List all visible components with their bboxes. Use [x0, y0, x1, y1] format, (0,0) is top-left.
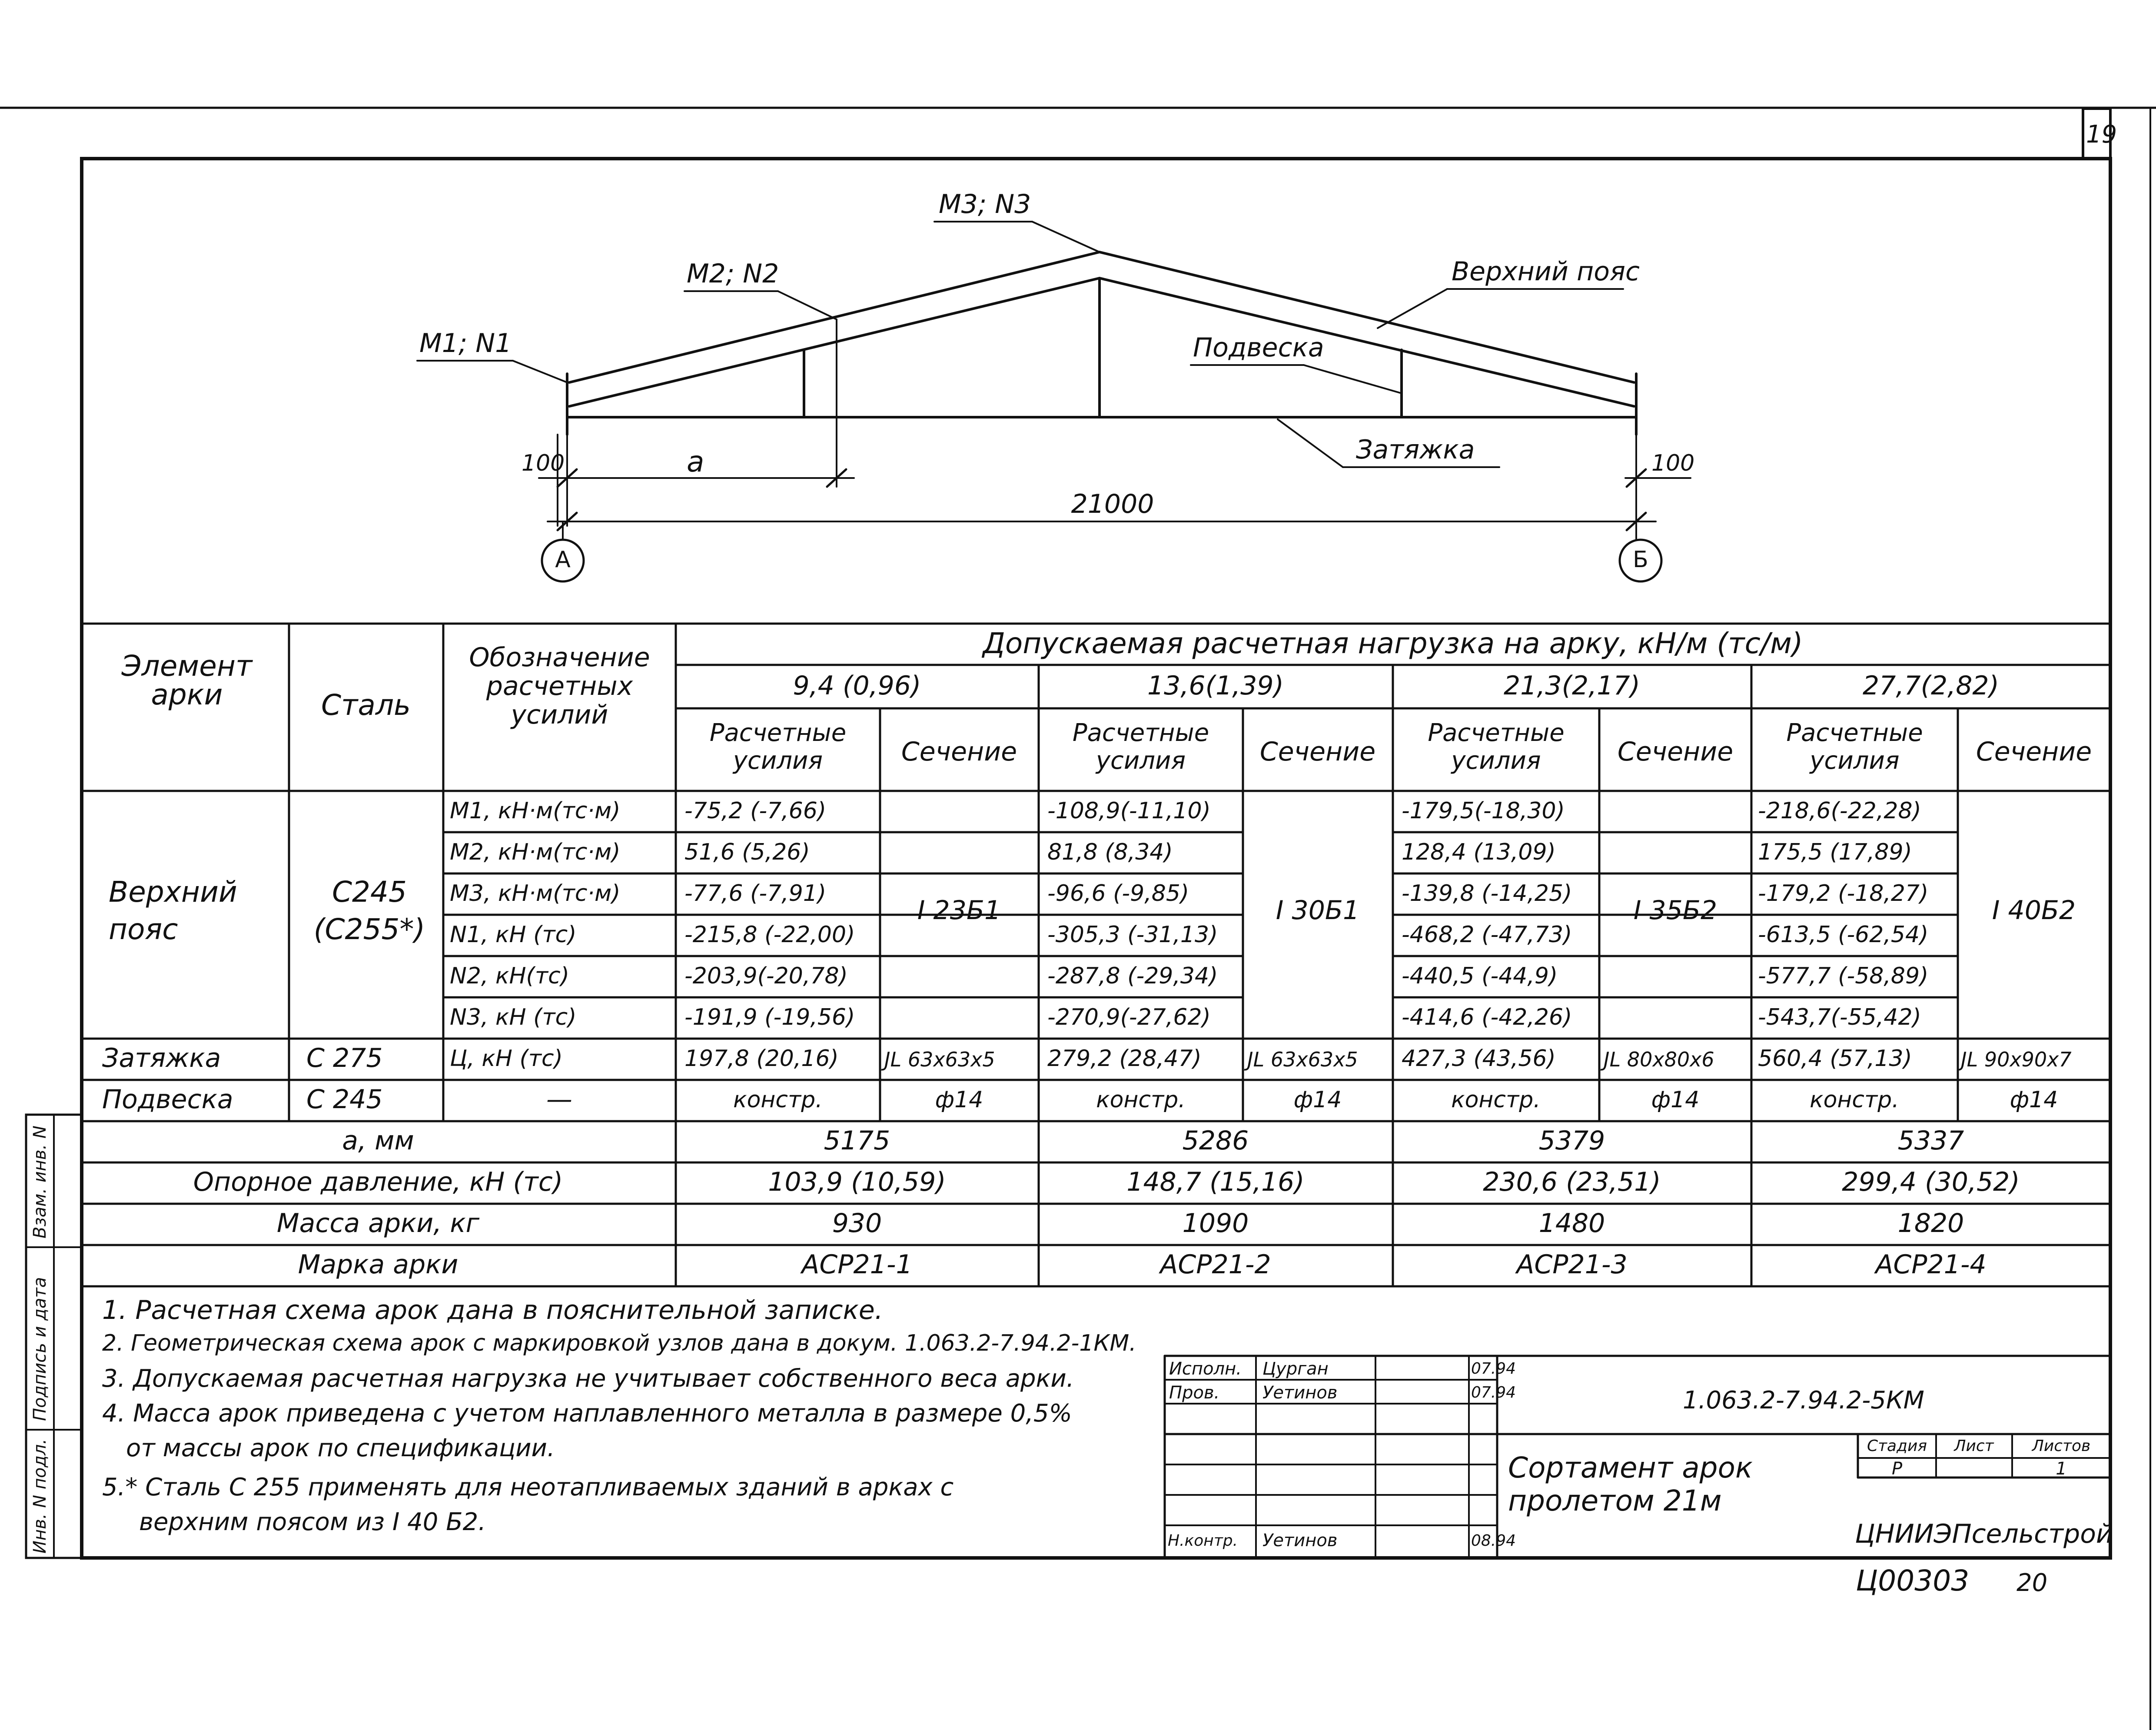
force-c1-n1: -215,8 (-22,00) [684, 922, 855, 948]
axis-label-a: А [555, 547, 571, 573]
force-tie-4: 560,4 (57,13) [1758, 1046, 1912, 1072]
section-tie-2: JL 63x63x5 [1247, 1048, 1358, 1071]
header-section-2: Сечение [1259, 737, 1376, 767]
note-2: 2. Геометрическая схема арок с маркировкой узлов дана в докум. 1.063.2-7.94.2-1КМ. [102, 1330, 1136, 1356]
stamp-name-checked: Уетинов [1262, 1383, 1338, 1403]
header-forces-3: Расчетные усилия [1428, 719, 1565, 775]
stamp-org: ЦНИИЭПсельстрой [1855, 1519, 2113, 1549]
force-c4-n3: -543,7(-55,42) [1758, 1004, 1921, 1030]
force-c2-n3: -270,9(-27,62) [1047, 1004, 1211, 1030]
section-hanger-3: ф14 [1651, 1087, 1700, 1113]
row-mark-2: АСР21-2 [1160, 1249, 1271, 1280]
force-c2-m3: -96,6 (-9,85) [1047, 880, 1189, 907]
designation-n2: N2, кН(тс) [450, 963, 570, 989]
force-c4-m2: 175,5 (17,89) [1758, 839, 1912, 865]
label-upper-chord: Верхний пояс [1452, 256, 1640, 287]
force-hanger-1: констр. [733, 1087, 823, 1113]
header-section-3: Сечение [1617, 737, 1734, 767]
note-3: 3. Допускаемая расчетная нагрузка не учитывает собственного веса арки. [102, 1365, 1074, 1393]
row-a-label: a, мм [342, 1126, 414, 1156]
stamp-name-executor: Цурган [1262, 1359, 1329, 1379]
force-c3-m3: -139,8 (-14,25) [1402, 880, 1572, 907]
force-c4-n2: -577,7 (-58,89) [1758, 963, 1929, 989]
margin-replace-inv: Взам. инв. N [30, 1126, 50, 1239]
force-hanger-3: констр. [1451, 1087, 1541, 1113]
header-element: Элемент арки [121, 649, 252, 711]
force-c2-n2: -287,8 (-29,34) [1047, 963, 1218, 989]
axis-label-b: Б [1633, 547, 1648, 573]
force-c3-n3: -414,6 (-42,26) [1402, 1004, 1572, 1030]
label-m3n3: M3; N3 [939, 189, 1031, 219]
stamp-date-checked: 07.94 [1471, 1384, 1516, 1401]
row-support-1: 103,9 (10,59) [768, 1167, 946, 1197]
load-col-1: 9,4 (0,96) [793, 671, 921, 701]
force-c4-n1: -613,5 (-62,54) [1758, 922, 1929, 948]
steel-tie: С 275 [306, 1043, 383, 1073]
force-tie-1: 197,8 (20,16) [684, 1046, 839, 1072]
force-c3-m1: -179,5(-18,30) [1402, 798, 1565, 824]
force-c1-m1: -75,2 (-7,66) [684, 798, 827, 824]
force-c1-m2: 51,6 (5,26) [684, 839, 810, 865]
stamp-col-sheets: Листов [2032, 1437, 2091, 1455]
designation-m1: M1, кН·м(тс·м) [450, 798, 621, 824]
stamp-date-norm: 08.94 [1471, 1532, 1516, 1550]
steel-upper-chord: С245 (С255*) [313, 875, 425, 946]
section-upper-3: I 35Б2 [1633, 895, 1717, 926]
section-upper-2: I 30Б1 [1276, 895, 1360, 926]
designation-hanger: — [546, 1084, 572, 1115]
stamp-title: Сортамент арок пролетом 21м [1508, 1451, 1753, 1517]
margin-inv-no: Инв. N подл. [30, 1438, 50, 1554]
force-c3-n2: -440,5 (-44,9) [1402, 963, 1558, 989]
row-mass-label: Масса арки, кг [276, 1208, 480, 1239]
designation-n3: N3, кН (тс) [450, 1004, 577, 1030]
section-tie-4: JL 90x90x7 [1961, 1048, 2072, 1071]
archive-number: Ц00303 [1856, 1564, 1970, 1597]
header-load-title: Допускаемая расчетная нагрузка на арку, кН/м (тс/м) [983, 627, 1803, 660]
label-tie: Затяжка [1356, 435, 1475, 465]
header-section-1: Сечение [901, 737, 1017, 767]
element-hanger: Подвеска [102, 1084, 233, 1115]
stamp-role-executor: Исполн. [1169, 1359, 1242, 1379]
force-c1-n3: -191,9 (-19,56) [684, 1004, 855, 1030]
force-c2-m2: 81,8 (8,34) [1047, 839, 1173, 865]
header-designation: Обозначение расчетных усилий [469, 642, 650, 730]
header-forces-4: Расчетные усилия [1786, 719, 1923, 775]
stamp-name-norm: Уетинов [1262, 1531, 1338, 1551]
force-hanger-4: констр. [1810, 1087, 1899, 1113]
row-mass-1: 930 [832, 1208, 882, 1239]
header-section-4: Сечение [1976, 737, 2092, 767]
force-c1-n2: -203,9(-20,78) [684, 963, 848, 989]
force-tie-3: 427,3 (43,56) [1402, 1046, 1556, 1072]
stamp-date-executor: 07.94 [1471, 1360, 1516, 1378]
section-upper-4: I 40Б2 [1992, 895, 2076, 926]
dim-a: a [687, 445, 704, 478]
row-support-2: 148,7 (15,16) [1126, 1167, 1305, 1197]
stamp-sheets: 1 [2056, 1459, 2067, 1479]
section-tie-1: JL 63x63x5 [884, 1048, 995, 1071]
row-mark-3: АСР21-3 [1516, 1249, 1628, 1280]
force-c4-m1: -218,6(-22,28) [1758, 798, 1921, 824]
label-m2n2: M2; N2 [687, 259, 779, 289]
force-c3-m2: 128,4 (13,09) [1402, 839, 1556, 865]
force-hanger-2: констр. [1096, 1087, 1186, 1113]
sheet-number: 19 [2086, 120, 2117, 149]
force-c3-n1: -468,2 (-47,73) [1402, 922, 1572, 948]
stamp-col-stage: Стадия [1867, 1437, 1927, 1455]
row-mass-4: 1820 [1897, 1208, 1964, 1239]
note-4-cont: от массы арок по спецификации. [126, 1434, 555, 1462]
margin-sign-date: Подпись и дата [30, 1277, 50, 1421]
label-hanger: Подвеска [1193, 332, 1324, 363]
note-5-cont: верхним поясом из I 40 Б2. [139, 1508, 486, 1536]
load-col-4: 27,7(2,82) [1862, 671, 2000, 701]
load-col-3: 21,3(2,17) [1503, 671, 1641, 701]
force-tie-2: 279,2 (28,47) [1047, 1046, 1202, 1072]
section-tie-3: JL 80x80x6 [1604, 1048, 1714, 1071]
load-col-2: 13,6(1,39) [1147, 671, 1284, 701]
copy-number: 20 [2016, 1569, 2048, 1597]
force-c4-m3: -179,2 (-18,27) [1758, 880, 1929, 907]
stamp-stage: Р [1891, 1459, 1903, 1479]
row-mass-3: 1480 [1538, 1208, 1605, 1239]
note-1: 1. Расчетная схема арок дана в пояснительной записке. [102, 1295, 883, 1325]
force-c2-m1: -108,9(-11,10) [1047, 798, 1211, 824]
designation-tie: Ц, кН (тс) [450, 1046, 563, 1072]
row-a-3: 5379 [1538, 1126, 1605, 1156]
section-upper-1: I 23Б1 [917, 895, 1001, 926]
designation-m2: M2, кН·м(тс·м) [450, 839, 621, 865]
row-mark-1: АСР21-1 [801, 1249, 913, 1280]
row-mark-4: АСР21-4 [1875, 1249, 1987, 1280]
header-forces-2: Расчетные усилия [1072, 719, 1209, 775]
designation-m3: M3, кН·м(тс·м) [450, 880, 621, 907]
stamp-doc-code: 1.063.2-7.94.2-5КМ [1683, 1386, 1924, 1415]
steel-hanger: С 245 [306, 1084, 383, 1115]
row-a-2: 5286 [1182, 1126, 1249, 1156]
row-support-4: 299,4 (30,52) [1842, 1167, 2020, 1197]
stamp-role-checked: Пров. [1169, 1383, 1220, 1403]
force-c1-m3: -77,6 (-7,91) [684, 880, 827, 907]
force-c2-n1: -305,3 (-31,13) [1047, 922, 1218, 948]
dim-span: 21000 [1071, 489, 1154, 519]
row-mass-2: 1090 [1182, 1208, 1249, 1239]
element-tie: Затяжка [102, 1043, 221, 1073]
designation-n1: N1, кН (тс) [450, 922, 577, 948]
row-mark-label: Марка арки [298, 1249, 458, 1280]
section-hanger-2: ф14 [1293, 1087, 1342, 1113]
row-a-1: 5175 [824, 1126, 890, 1156]
dim-right: 100 [1651, 450, 1695, 476]
row-support-3: 230,6 (23,51) [1483, 1167, 1661, 1197]
note-4: 4. Масса арок приведена с учетом наплавленного металла в размере 0,5% [102, 1399, 1072, 1428]
header-steel: Сталь [321, 688, 411, 722]
section-hanger-1: ф14 [935, 1087, 983, 1113]
header-forces-1: Расчетные усилия [709, 719, 847, 775]
section-hanger-4: ф14 [2010, 1087, 2058, 1113]
note-5: 5.* Сталь С 255 применять для неотапливаемых зданий в арках с [102, 1473, 954, 1501]
stamp-role-norm: Н.контр. [1168, 1532, 1238, 1550]
row-support-label: Опорное давление, кН (тс) [193, 1167, 563, 1197]
dim-left: 100 [522, 450, 565, 476]
element-upper-chord: Верхний пояс [109, 875, 237, 946]
label-m1n1: M1; N1 [419, 328, 512, 359]
row-a-4: 5337 [1897, 1126, 1964, 1156]
stamp-col-sheet: Лист [1954, 1437, 1994, 1455]
